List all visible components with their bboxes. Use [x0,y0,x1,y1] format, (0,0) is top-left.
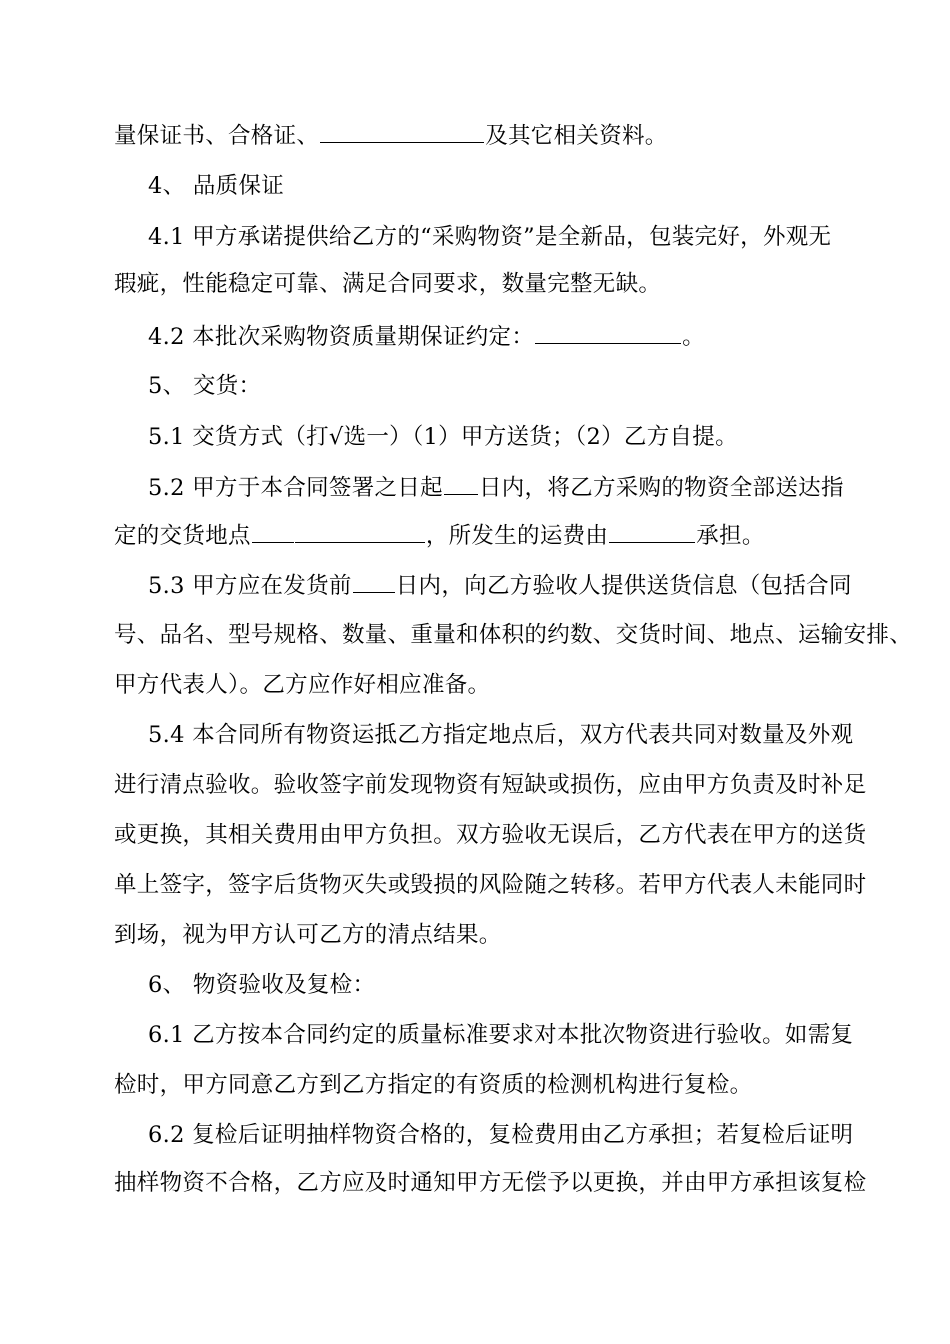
fill-blank-location-part2[interactable] [295,520,425,543]
text-segment: 定的交货地点 [114,523,251,549]
paragraph-line [148,570,852,601]
fill-blank-warranty[interactable] [535,321,681,344]
paragraph-line: 4.1 甲方承诺提供给乙方的“采购物资”是全新品，包装完好，外观无 [148,224,832,250]
paragraph-line: 瑕疵，性能稳定可靠、满足合同要求，数量完整无缺。 [114,271,662,297]
paragraph-line: 抽样物资不合格，乙方应及时通知甲方无偿予以更换，并由甲方承担该复检 [114,1170,867,1196]
paragraph-line [114,520,765,551]
text-segment: 。 [682,324,705,350]
text-segment: 5.3 甲方应在发货前 [148,573,352,599]
paragraph-line: 检时，甲方同意乙方到乙方指定的有资质的检测机构进行复检。 [114,1072,753,1098]
text-segment: 量保证书、合格证、 [114,123,320,149]
paragraph-line: 5.1 交货方式（打√选一）（1）甲方送货；（2）乙方自提。 [148,424,738,450]
text-segment: 及其它相关资料。 [485,123,668,149]
text-segment: 日内，向乙方验收人提供送货信息（包括合同 [395,573,852,599]
paragraph-line [148,472,844,503]
text-segment: 日内，将乙方采购的物资全部送达指 [478,475,844,501]
paragraph-line: 6.2 复检后证明抽样物资合格的，复检费用由乙方承担；若复检后证明 [148,1122,854,1148]
paragraph-line: 5.4 本合同所有物资运抵乙方指定地点后，双方代表共同对数量及外观 [148,722,854,748]
text-segment: ，所发生的运费由 [425,523,609,549]
fill-blank-documents[interactable] [320,120,484,143]
paragraph-line [148,321,705,352]
section-heading-5: 5、 交货： [148,373,262,399]
paragraph-line [114,120,668,151]
fill-blank-notice-days[interactable] [353,570,395,593]
section-heading-4: 4、 品质保证 [148,173,285,199]
text-segment: 承担。 [696,523,765,549]
paragraph-line: 或更换，其相关费用由甲方负担。双方验收无误后，乙方代表在甲方的送货 [114,822,867,848]
paragraph-line: 进行清点验收。验收签字前发现物资有短缺或损伤，应由甲方负责及时补足 [114,772,867,798]
text-segment: 4.2 本批次采购物资质量期保证约定： [148,324,535,350]
paragraph-line: 6.1 乙方按本合同约定的质量标准要求对本批次物资进行验收。如需复 [148,1022,854,1048]
paragraph-line: 到场，视为甲方认可乙方的清点结果。 [114,922,502,948]
paragraph-line: 号、品名、型号规格、数量、重量和体积的约数、交货时间、地点、运输安排、 [114,622,913,648]
paragraph-line: 甲方代表人）。乙方应作好相应准备。 [114,672,491,698]
fill-blank-location-part1[interactable] [252,520,294,543]
fill-blank-days[interactable] [444,472,478,495]
text-segment: 5.2 甲方于本合同签署之日起 [148,475,443,501]
fill-blank-freight-party[interactable] [609,520,695,543]
paragraph-line: 单上签字，签字后货物灭失或毁损的风险随之转移。若甲方代表人未能同时 [114,872,867,898]
section-heading-6: 6、 物资验收及复检： [148,972,376,998]
